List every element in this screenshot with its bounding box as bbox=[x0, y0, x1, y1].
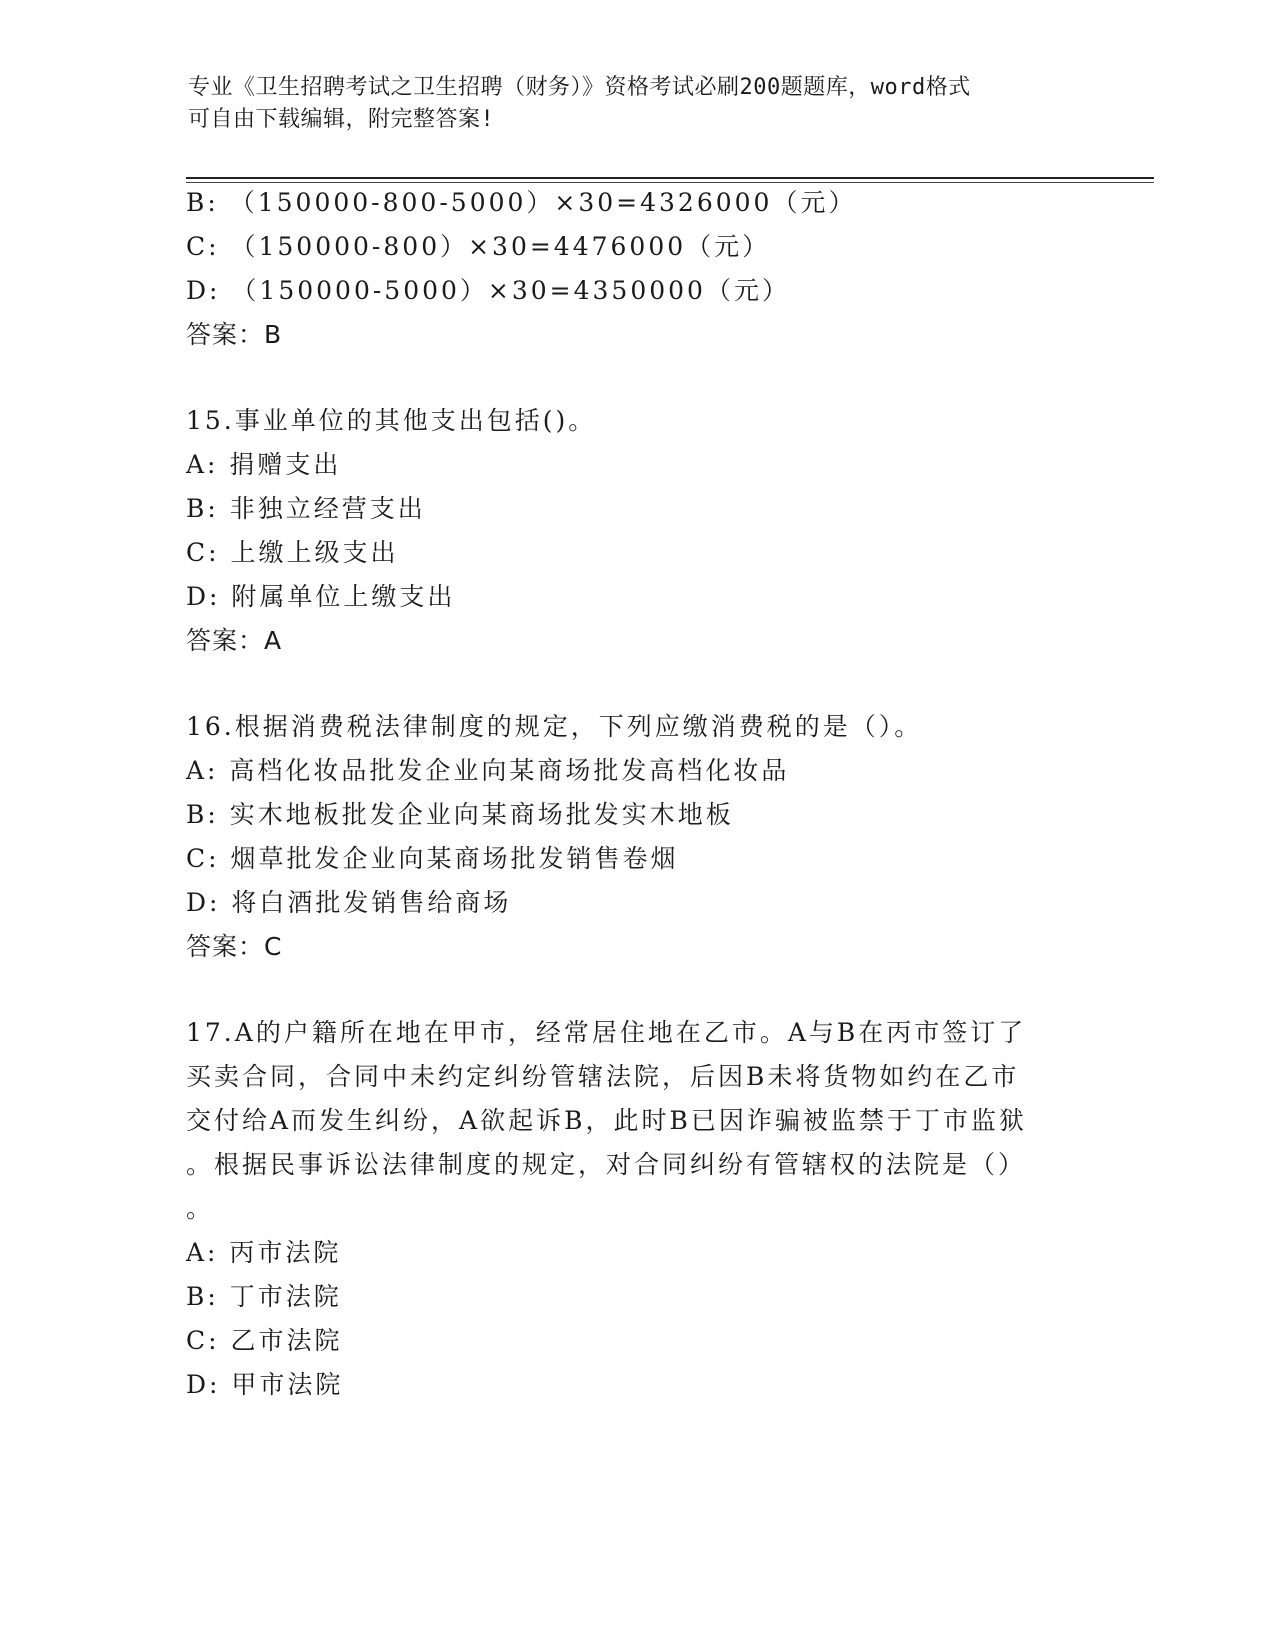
q16-option-d: D: 将白酒批发销售给商场 bbox=[186, 888, 512, 917]
header-divider-thin bbox=[186, 182, 1154, 183]
document-header bbox=[188, 72, 1068, 136]
q16-stem: 16.根据消费税法律制度的规定，下列应缴消费税的是（）。 bbox=[186, 712, 923, 741]
q16-answer: 答案：C bbox=[186, 932, 283, 961]
q14-option-d: D: （150000-5000）×30=4350000（元） bbox=[186, 276, 790, 305]
q15-option-b: B: 非独立经营支出 bbox=[186, 494, 426, 523]
q15-stem: 15.事业单位的其他支出包括()。 bbox=[186, 406, 597, 435]
q17-stem-line-1: 17.A的户籍所在地在甲市，经常居住地在乙市。A与B在丙市签订了 bbox=[186, 1018, 1027, 1047]
header-divider-thick bbox=[186, 177, 1154, 179]
q15-option-a: A: 捐赠支出 bbox=[186, 450, 342, 479]
q17-option-c: C: 乙市法院 bbox=[186, 1326, 343, 1355]
q17-stem-line-4: 。根据民事诉讼法律制度的规定，对合同纠纷有管辖权的法院是（） bbox=[186, 1150, 1027, 1179]
q17-stem-line-2: 买卖合同，合同中未约定纠纷管辖法院，后因B未将货物如约在乙市 bbox=[186, 1062, 1020, 1091]
q17-stem-line-5: 。 bbox=[186, 1194, 215, 1223]
q14-option-c: C: （150000-800）×30=4476000（元） bbox=[186, 232, 771, 261]
q16-option-c: C: 烟草批发企业向某商场批发销售卷烟 bbox=[186, 844, 679, 873]
q16-option-a: A: 高档化妆品批发企业向某商场批发高档化妆品 bbox=[186, 756, 790, 785]
q16-option-b: B: 实木地板批发企业向某商场批发实木地板 bbox=[186, 800, 734, 829]
q14-answer: 答案：B bbox=[186, 320, 283, 349]
header-title-line-1: 专业《卫生招聘考试之卫生招聘（财务）》资格考试必刷200题题库，word格式 bbox=[188, 75, 971, 100]
q15-answer: 答案：A bbox=[186, 626, 283, 655]
q15-option-d: D: 附属单位上缴支出 bbox=[186, 582, 456, 611]
q14-option-b: B: （150000-800-5000）×30=4326000（元） bbox=[186, 188, 857, 217]
q17-option-b: B: 丁市法院 bbox=[186, 1282, 342, 1311]
header-title-line-2: 可自由下载编辑，附完整答案! bbox=[188, 107, 495, 132]
q17-option-a: A: 丙市法院 bbox=[186, 1238, 342, 1267]
q17-option-d: D: 甲市法院 bbox=[186, 1370, 344, 1399]
q15-option-c: C: 上缴上级支出 bbox=[186, 538, 399, 567]
q17-stem-line-3: 交付给A而发生纠纷，A欲起诉B，此时B已因诈骗被监禁于丁市监狱 bbox=[186, 1106, 1027, 1135]
